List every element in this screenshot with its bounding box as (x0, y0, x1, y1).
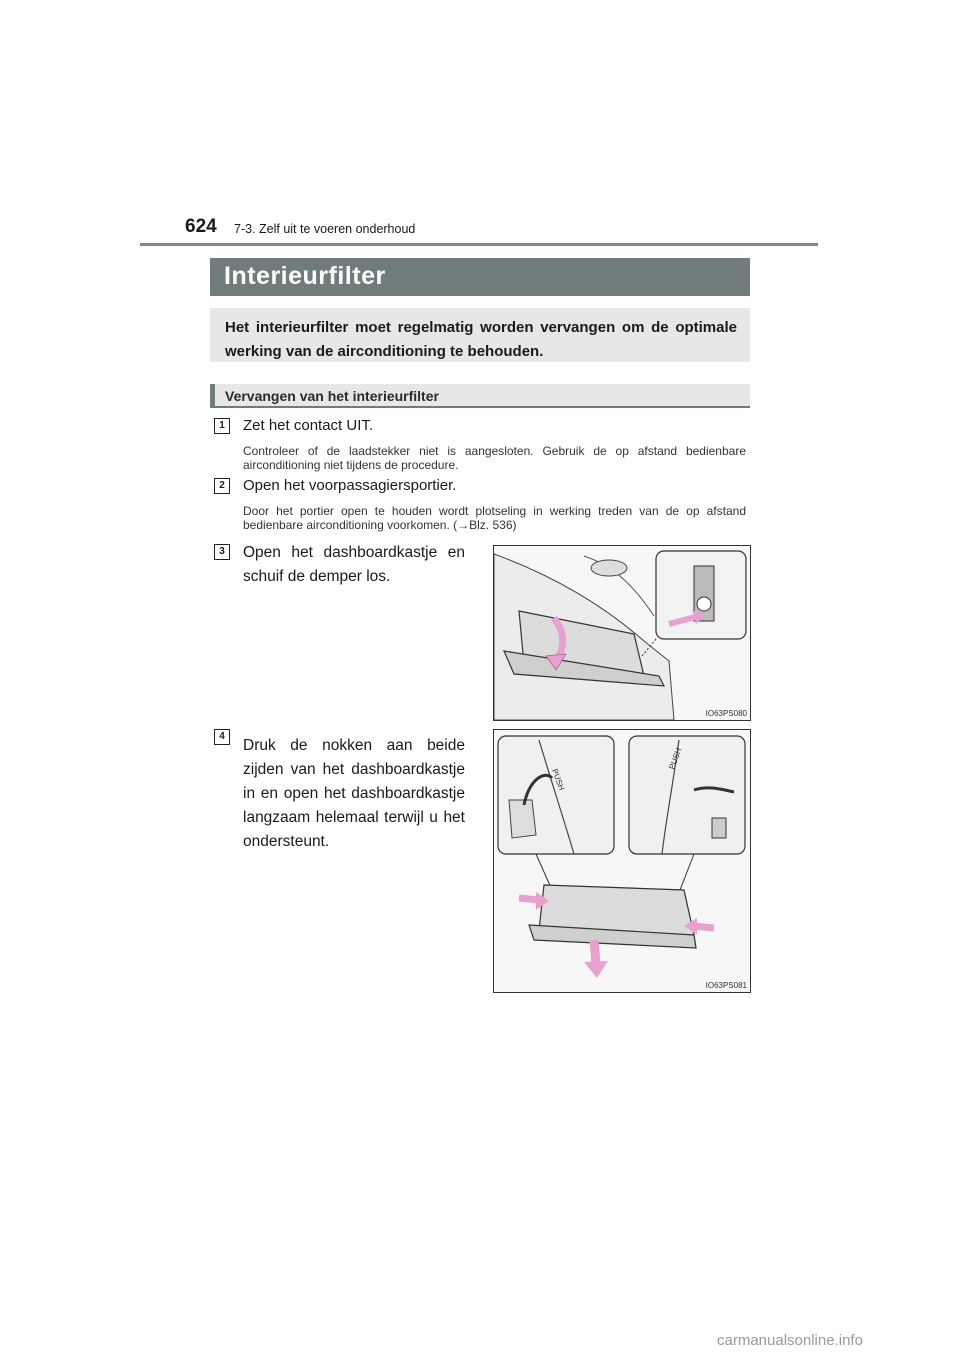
figure-glovebox-damper (493, 545, 751, 721)
step-1-text: Zet het contact UIT. (243, 417, 374, 434)
push-label-right: PUSH (667, 746, 684, 771)
figure-code: IO63PS081 (705, 981, 747, 990)
header-rule (140, 243, 818, 246)
subheading-bar (210, 384, 750, 408)
step-badge-2: 2 (214, 478, 230, 494)
step-4-text: Druk de nokken aan beide zijden van het dashboardkastje in en open het dashboardkastje langzaam helemaal terwijl u het ondersteunt. (243, 737, 465, 850)
figure-code: IO63PS080 (705, 709, 747, 718)
title-bar (210, 258, 750, 296)
watermark: carmanualsonline.info (717, 1332, 863, 1349)
step-3-text: Open het dashboardkastje en schuif de demper los. (243, 544, 465, 585)
glovebox-damper-illustration (494, 546, 750, 720)
glovebox-release-illustration (494, 730, 750, 992)
section-reference: 7-3. Zelf uit te voeren onderhoud (234, 222, 416, 236)
page-title: Interieurfilter (224, 262, 386, 290)
step-badge-3: 3 (214, 544, 230, 560)
intro-box (210, 308, 750, 362)
step-2-note: Door het portier open te houden wordt plotseling in werking treden van de op afstand bedienbare airconditioning voorkomen. (→Blz. 536) (243, 504, 746, 532)
subheading: Vervangen van het interieurfilter (225, 388, 439, 404)
step-1-note: Controleer of de laadstekker niet is aangesloten. Gebruik de op afstand bedienbare airconditioning niet tijdens de procedure. (243, 444, 746, 472)
step-badge-1: 1 (214, 418, 230, 434)
figure-glovebox-release (493, 729, 751, 993)
step-2-text: Open het voorpassagiersportier. (243, 477, 457, 494)
intro-text: Het interieurfilter moet regelmatig worden vervangen om de optimale werking van de airconditioning te behouden. (225, 319, 737, 360)
push-label-left: PUSH (550, 767, 567, 792)
step-badge-4: 4 (214, 729, 230, 745)
page-number: 624 (185, 216, 217, 237)
